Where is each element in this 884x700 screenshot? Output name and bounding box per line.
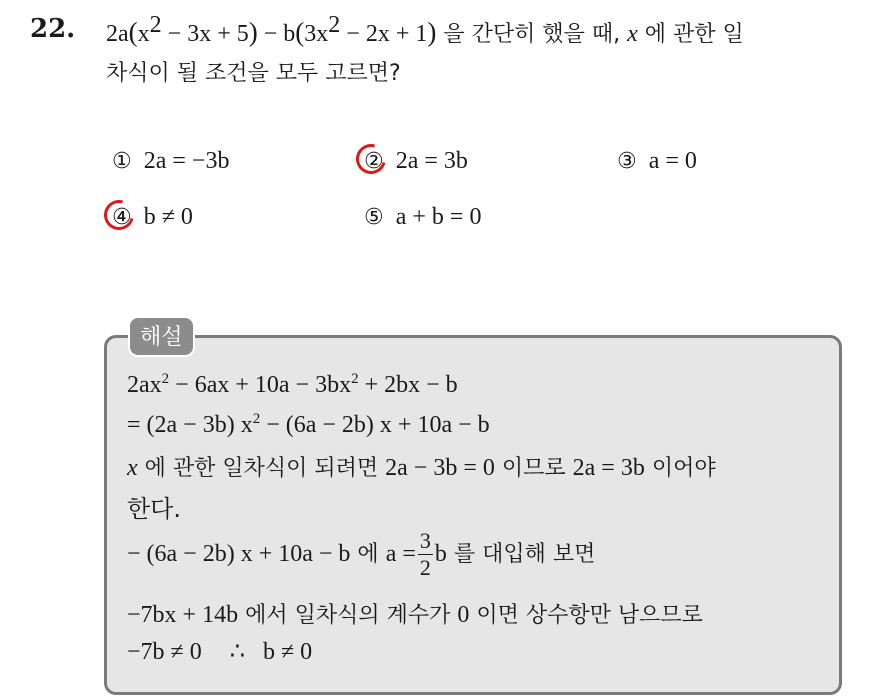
paren-open-2: ( — [295, 17, 305, 47]
question-number: 22. — [30, 14, 76, 44]
choice-3[interactable] — [617, 146, 697, 175]
choice-expr: 2a = 3b — [395, 148, 468, 174]
solution-line-4: 한다. — [127, 495, 181, 523]
exponent: 2 — [328, 12, 341, 38]
question-minus-b: − b — [257, 21, 296, 47]
question-expr-rest2: − 2x + 1 — [340, 21, 428, 47]
choice-expr: 2a = −3b — [143, 148, 230, 174]
choice-4[interactable] — [112, 202, 193, 231]
choice-expr: b ≠ 0 — [143, 204, 193, 230]
question-var-x: x — [627, 21, 638, 47]
choice-number: ⑤ — [364, 205, 384, 230]
solution-line-2: = (2a − 3b) $x^2 - (6a - 2b) x + 10a - b$ — [127, 411, 490, 438]
choice-number: ④ — [112, 205, 132, 230]
question-line-2: 차식이 될 조건을 모두 고르면? — [106, 61, 401, 86]
solution-label: 해설 — [128, 316, 195, 357]
fraction: $\frac{3}{2}$ — [419, 528, 431, 580]
question-text-end: 에 관한 일 — [637, 22, 744, 47]
therefore-icon: ∴ — [229, 639, 245, 665]
choice-1[interactable] — [112, 146, 229, 175]
answer-mark-icon — [351, 139, 392, 180]
choice-5[interactable] — [364, 202, 481, 231]
choice-number: ③ — [617, 149, 637, 174]
solution-line-7: −7b ≠ 0 ∴ b ≠ 0 — [127, 639, 313, 665]
question-line-1 — [106, 12, 744, 48]
question-x: x — [137, 21, 150, 47]
solution-line-5: − (6a − 2b) x + 10a − b 에 a = $\frac{3}{2}$ b 를 대입해 보면 — [127, 528, 596, 580]
choice-expr: a = 0 — [648, 148, 697, 174]
solution-line-6: −7bx + 14b 에서 일차식의 계수가 0 이면 상수항만 남으므로 — [127, 602, 703, 628]
choice-2[interactable] — [364, 146, 468, 175]
question-expr-3x: 3x — [304, 21, 329, 47]
paren-close-1: ) — [248, 17, 258, 47]
question-text: 을 간단히 했을 때, — [436, 22, 628, 47]
paren-close-2: ) — [427, 17, 437, 47]
choice-expr: a + b = 0 — [395, 204, 482, 230]
choice-number: ② — [364, 149, 384, 174]
question-expr-rest1: − 3x + 5 — [161, 21, 249, 47]
question-expr-2a: 2a — [106, 21, 129, 47]
answer-mark-icon — [99, 195, 140, 236]
exponent: 2 — [149, 12, 162, 38]
solution-line-1: $2ax^2 - 6ax + 10a - 3bx^2 + 2bx - b$ — [127, 371, 458, 398]
choice-number: ① — [112, 149, 132, 174]
paren-open-1: ( — [128, 17, 138, 47]
solution-line-3: x 에 관한 일차식이 되려면 2a − 3b = 0 이므로 2a = 3b 이어야 — [127, 455, 716, 481]
